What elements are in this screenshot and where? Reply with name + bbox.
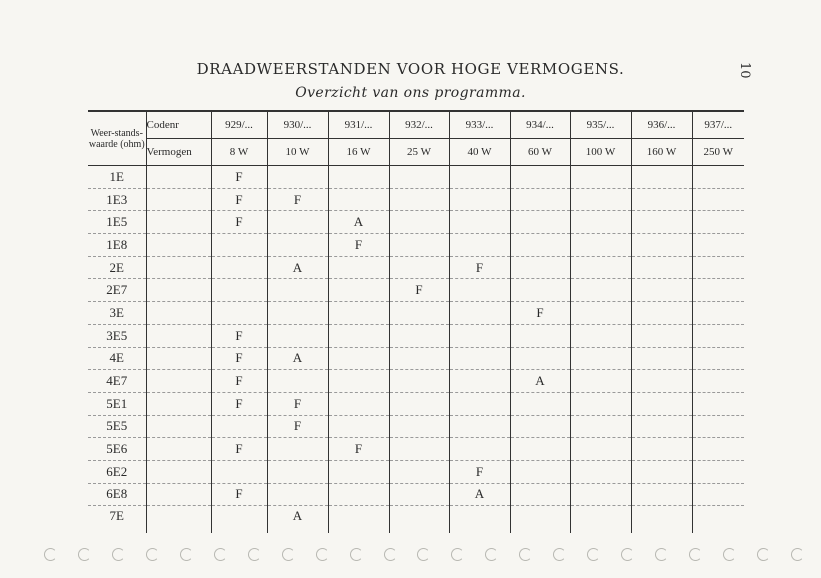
availability-cell — [328, 506, 389, 534]
availability-cell — [510, 256, 570, 279]
availability-cell — [510, 460, 570, 483]
table-row — [88, 256, 744, 279]
table-row — [88, 460, 744, 483]
label-column-cell — [146, 256, 211, 279]
availability-cell — [692, 256, 744, 279]
label-column-cell — [146, 324, 211, 347]
resistance-value: 5E1 — [88, 392, 146, 415]
availability-cell: F — [211, 483, 267, 506]
availability-cell — [692, 211, 744, 234]
code-header: Codenr — [146, 111, 211, 139]
power-cell: 10 W — [267, 139, 328, 166]
power-cell: 25 W — [389, 139, 449, 166]
availability-cell: A — [510, 370, 570, 393]
resistance-value: 1E — [88, 166, 146, 189]
availability-cell — [631, 483, 692, 506]
label-column-cell — [146, 211, 211, 234]
availability-cell — [510, 438, 570, 461]
availability-cell — [631, 392, 692, 415]
availability-cell — [692, 234, 744, 257]
resistance-value: 2E7 — [88, 279, 146, 302]
availability-cell: F — [211, 438, 267, 461]
availability-cell — [389, 370, 449, 393]
availability-cell — [389, 483, 449, 506]
power-cell: 40 W — [449, 139, 510, 166]
availability-cell — [510, 324, 570, 347]
availability-cell — [510, 211, 570, 234]
binder-hole-icon — [587, 548, 600, 561]
availability-cell — [328, 256, 389, 279]
label-column-cell — [146, 438, 211, 461]
binder-holes — [44, 548, 804, 568]
availability-cell — [449, 279, 510, 302]
availability-cell — [267, 483, 328, 506]
availability-cell: F — [267, 415, 328, 438]
binder-hole-icon — [248, 548, 261, 561]
power-cell: 100 W — [570, 139, 631, 166]
availability-cell — [449, 506, 510, 534]
code-cell: 929/... — [211, 111, 267, 139]
binder-hole-icon — [384, 548, 397, 561]
code-cell: 935/... — [570, 111, 631, 139]
table-row — [88, 392, 744, 415]
availability-cell — [211, 415, 267, 438]
label-column-cell — [146, 415, 211, 438]
availability-cell — [570, 234, 631, 257]
binder-hole-icon — [791, 548, 804, 561]
binder-hole-icon — [44, 548, 57, 561]
availability-cell — [328, 415, 389, 438]
resistance-value: 6E2 — [88, 460, 146, 483]
availability-cell — [267, 460, 328, 483]
availability-cell — [267, 234, 328, 257]
availability-cell — [328, 188, 389, 211]
availability-cell: F — [211, 347, 267, 370]
availability-cell — [631, 438, 692, 461]
availability-cell — [631, 370, 692, 393]
binder-hole-icon — [214, 548, 227, 561]
binder-hole-icon — [78, 548, 91, 561]
availability-cell: A — [267, 347, 328, 370]
availability-cell — [692, 370, 744, 393]
label-column-cell — [146, 279, 211, 302]
label-column-cell — [146, 392, 211, 415]
availability-cell — [631, 234, 692, 257]
availability-cell — [389, 415, 449, 438]
availability-cell — [211, 460, 267, 483]
availability-cell — [449, 392, 510, 415]
availability-cell — [328, 460, 389, 483]
availability-cell — [510, 392, 570, 415]
power-cell: 250 W — [692, 139, 744, 166]
availability-cell: F — [449, 460, 510, 483]
table-row — [88, 438, 744, 461]
availability-cell — [510, 415, 570, 438]
availability-cell — [570, 279, 631, 302]
binder-hole-icon — [350, 548, 363, 561]
availability-cell: F — [211, 166, 267, 189]
availability-cell — [449, 188, 510, 211]
availability-cell: F — [267, 392, 328, 415]
availability-cell — [510, 279, 570, 302]
table-row — [88, 188, 744, 211]
availability-cell: A — [267, 506, 328, 534]
availability-cell — [449, 302, 510, 325]
availability-cell — [692, 506, 744, 534]
availability-cell — [631, 415, 692, 438]
binder-hole-icon — [180, 548, 193, 561]
availability-cell — [328, 302, 389, 325]
availability-cell — [692, 324, 744, 347]
availability-cell — [692, 415, 744, 438]
availability-cell — [449, 234, 510, 257]
table-row — [88, 234, 744, 257]
resistor-table — [88, 110, 744, 533]
availability-cell — [449, 347, 510, 370]
availability-cell: F — [211, 370, 267, 393]
binder-hole-icon — [417, 548, 430, 561]
availability-cell: A — [328, 211, 389, 234]
resistance-value: 2E — [88, 256, 146, 279]
availability-cell — [692, 483, 744, 506]
label-column-cell — [146, 188, 211, 211]
binder-hole-icon — [451, 548, 464, 561]
availability-cell — [510, 166, 570, 189]
availability-cell — [328, 347, 389, 370]
resistance-value: 4E — [88, 347, 146, 370]
availability-cell — [570, 392, 631, 415]
availability-cell — [267, 324, 328, 347]
availability-cell — [692, 166, 744, 189]
availability-cell — [211, 256, 267, 279]
availability-cell — [570, 166, 631, 189]
header-row-power — [88, 139, 744, 166]
availability-cell — [570, 188, 631, 211]
availability-cell — [267, 438, 328, 461]
availability-cell — [631, 460, 692, 483]
availability-cell — [389, 234, 449, 257]
binder-hole-icon — [485, 548, 498, 561]
availability-cell — [267, 279, 328, 302]
ohm-header: Weer-stands-waarde (ohm) — [88, 111, 146, 166]
availability-cell: F — [211, 211, 267, 234]
availability-cell — [631, 324, 692, 347]
availability-cell — [631, 256, 692, 279]
availability-cell — [389, 324, 449, 347]
availability-cell — [328, 392, 389, 415]
table-row — [88, 324, 744, 347]
availability-cell: A — [267, 256, 328, 279]
label-column-cell — [146, 234, 211, 257]
availability-cell — [631, 279, 692, 302]
availability-cell — [570, 211, 631, 234]
binder-hole-icon — [621, 548, 634, 561]
availability-cell — [692, 279, 744, 302]
code-cell: 930/... — [267, 111, 328, 139]
binder-hole-icon — [655, 548, 668, 561]
availability-cell — [328, 166, 389, 189]
availability-cell — [328, 324, 389, 347]
availability-cell — [449, 211, 510, 234]
availability-cell — [449, 415, 510, 438]
label-column-cell — [146, 166, 211, 189]
label-column-cell — [146, 347, 211, 370]
label-column-cell — [146, 302, 211, 325]
binder-hole-icon — [519, 548, 532, 561]
label-column-cell — [146, 370, 211, 393]
availability-cell — [692, 438, 744, 461]
availability-cell — [570, 347, 631, 370]
binder-hole-icon — [723, 548, 736, 561]
availability-cell: F — [211, 392, 267, 415]
availability-cell — [570, 483, 631, 506]
availability-cell — [570, 415, 631, 438]
label-column-cell — [146, 460, 211, 483]
availability-cell — [328, 370, 389, 393]
availability-cell — [570, 438, 631, 461]
power-cell: 8 W — [211, 139, 267, 166]
availability-cell — [211, 506, 267, 534]
resistance-value: 5E5 — [88, 415, 146, 438]
availability-cell: F — [211, 324, 267, 347]
resistance-value: 1E3 — [88, 188, 146, 211]
power-cell: 60 W — [510, 139, 570, 166]
table-row — [88, 370, 744, 393]
availability-cell — [570, 460, 631, 483]
binder-hole-icon — [316, 548, 329, 561]
availability-cell — [267, 370, 328, 393]
binder-hole-icon — [553, 548, 566, 561]
availability-cell — [267, 166, 328, 189]
availability-cell: F — [328, 438, 389, 461]
availability-cell — [631, 188, 692, 211]
availability-cell — [211, 279, 267, 302]
availability-cell — [389, 392, 449, 415]
resistance-value: 1E5 — [88, 211, 146, 234]
availability-cell — [692, 392, 744, 415]
table-row — [88, 506, 744, 534]
code-cell: 932/... — [389, 111, 449, 139]
resistance-value: 1E8 — [88, 234, 146, 257]
availability-cell — [389, 166, 449, 189]
table-row — [88, 483, 744, 506]
binder-hole-icon — [146, 548, 159, 561]
binder-hole-icon — [689, 548, 702, 561]
availability-cell — [692, 347, 744, 370]
table-row — [88, 279, 744, 302]
availability-cell — [510, 483, 570, 506]
power-header: Vermogen — [146, 139, 211, 166]
binder-hole-icon — [282, 548, 295, 561]
binder-hole-icon — [112, 548, 125, 561]
availability-cell — [389, 506, 449, 534]
availability-cell: F — [510, 302, 570, 325]
resistance-value: 5E6 — [88, 438, 146, 461]
code-cell: 937/... — [692, 111, 744, 139]
availability-cell — [510, 234, 570, 257]
availability-cell — [510, 188, 570, 211]
availability-cell — [211, 234, 267, 257]
availability-cell — [328, 279, 389, 302]
availability-cell — [389, 438, 449, 461]
page-subtitle: Overzicht van ons programma. — [295, 85, 526, 101]
availability-cell: F — [449, 256, 510, 279]
resistance-value: 4E7 — [88, 370, 146, 393]
availability-cell — [570, 370, 631, 393]
code-cell: 931/... — [328, 111, 389, 139]
availability-cell: F — [328, 234, 389, 257]
availability-cell — [389, 188, 449, 211]
availability-cell: F — [267, 188, 328, 211]
table-row — [88, 211, 744, 234]
resistance-value: 3E — [88, 302, 146, 325]
resistance-value: 3E5 — [88, 324, 146, 347]
code-cell: 936/... — [631, 111, 692, 139]
table-row — [88, 347, 744, 370]
availability-cell — [631, 347, 692, 370]
table-row — [88, 415, 744, 438]
availability-cell — [631, 211, 692, 234]
availability-cell — [389, 460, 449, 483]
power-cell: 160 W — [631, 139, 692, 166]
availability-cell — [389, 256, 449, 279]
availability-cell — [510, 506, 570, 534]
availability-cell — [570, 506, 631, 534]
availability-cell — [692, 460, 744, 483]
availability-cell — [631, 302, 692, 325]
table-body — [88, 166, 744, 534]
availability-cell — [211, 302, 267, 325]
availability-cell — [267, 302, 328, 325]
availability-cell — [631, 166, 692, 189]
availability-cell — [449, 370, 510, 393]
availability-cell — [510, 347, 570, 370]
availability-cell — [389, 211, 449, 234]
availability-cell — [449, 324, 510, 347]
availability-cell: F — [389, 279, 449, 302]
availability-cell — [570, 302, 631, 325]
availability-cell — [631, 506, 692, 534]
code-cell: 933/... — [449, 111, 510, 139]
resistance-value: 6E8 — [88, 483, 146, 506]
availability-cell — [570, 324, 631, 347]
availability-cell — [692, 188, 744, 211]
availability-cell — [570, 256, 631, 279]
page-title: DRAADWEERSTANDEN VOOR HOGE VERMOGENS. — [196, 60, 625, 78]
resistance-value: 7E — [109, 508, 124, 524]
header-row-code — [88, 111, 744, 139]
code-cell: 934/... — [510, 111, 570, 139]
label-column-cell — [146, 506, 211, 534]
availability-cell — [449, 438, 510, 461]
page-number: 10 — [737, 62, 752, 79]
availability-cell — [389, 347, 449, 370]
table-row — [88, 302, 744, 325]
label-column-cell — [146, 483, 211, 506]
availability-cell: A — [449, 483, 510, 506]
availability-cell — [267, 211, 328, 234]
availability-cell: F — [211, 188, 267, 211]
availability-cell — [328, 483, 389, 506]
availability-cell — [449, 166, 510, 189]
power-cell: 16 W — [328, 139, 389, 166]
availability-cell — [389, 302, 449, 325]
table-row — [88, 166, 744, 189]
availability-cell — [692, 302, 744, 325]
binder-hole-icon — [757, 548, 770, 561]
